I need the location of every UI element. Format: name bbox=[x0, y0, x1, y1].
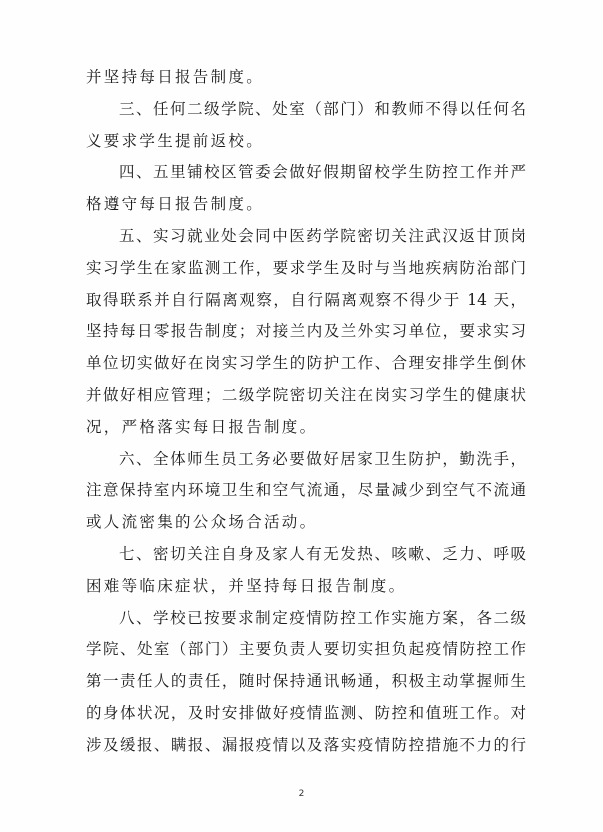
paragraph-item-8 bbox=[86, 603, 526, 762]
text-line: 五、实习就业处会同中医药学院密切关注武汉返甘顶岗 bbox=[119, 226, 526, 245]
paragraph-continuation bbox=[86, 62, 526, 94]
document-body bbox=[86, 62, 526, 762]
page-number: 2 bbox=[298, 789, 305, 799]
paragraph-item-7 bbox=[86, 539, 526, 603]
paragraph-item-5 bbox=[86, 221, 526, 444]
paragraph-item-3 bbox=[86, 94, 526, 158]
text-line: 义要求学生提前返校。 bbox=[86, 131, 265, 150]
text-line: 坚持每日零报告制度；对接兰内及兰外实习单位，要求实习 bbox=[86, 322, 526, 341]
paragraph-item-4 bbox=[86, 157, 526, 221]
text-line: 并做好相应管理；二级学院密切关注在岗实习学生的健康状 bbox=[86, 385, 526, 404]
text-line: 第一责任人的责任，随时保持通讯畅通，积极主动掌握师生 bbox=[86, 672, 526, 691]
text-line: 并坚持每日报告制度。 bbox=[86, 68, 265, 86]
text-line: 实习学生在家监测工作，要求学生及时与当地疾病防治部门 bbox=[86, 258, 526, 277]
paragraph-item-6 bbox=[86, 444, 526, 539]
text-line: 注意保持室内环境卫生和空气流通，尽量减少到空气不流通 bbox=[86, 481, 526, 500]
text-line: 涉及缓报、瞒报、漏报疫情以及落实疫情防控措施不力的行 bbox=[86, 735, 526, 754]
text-line: 困难等临床症状，并坚持每日报告制度。 bbox=[86, 576, 407, 595]
text-line: 格遵守每日报告制度。 bbox=[86, 195, 265, 214]
text-line: 的身体状况，及时安排做好疫情监测、防控和值班工作。对 bbox=[86, 703, 526, 722]
text-line: 七、密切关注自身及家人有无发热、咳嗽、乏力、呼吸 bbox=[119, 544, 526, 563]
text-line: 取得联系并自行隔离观察，自行隔离观察不得少于 14 天， bbox=[86, 290, 526, 309]
text-line: 四、五里铺校区管委会做好假期留校学生防控工作并严 bbox=[119, 163, 526, 182]
text-line: 单位切实做好在岗实习学生的防护工作、合理安排学生倒休 bbox=[86, 354, 526, 373]
text-line: 况，严格落实每日报告制度。 bbox=[86, 417, 318, 436]
text-line: 六、全体师生员工务必要做好居家卫生防护，勤洗手， bbox=[119, 449, 526, 468]
text-line: 八、学校已按要求制定疫情防控工作实施方案，各二级 bbox=[119, 608, 526, 627]
text-line: 三、任何二级学院、处室（部门）和教师不得以任何名 bbox=[119, 99, 526, 118]
text-line: 或人流密集的公众场合活动。 bbox=[86, 513, 318, 532]
text-line: 学院、处室（部门）主要负责人要切实担负起疫情防控工作 bbox=[86, 640, 526, 659]
